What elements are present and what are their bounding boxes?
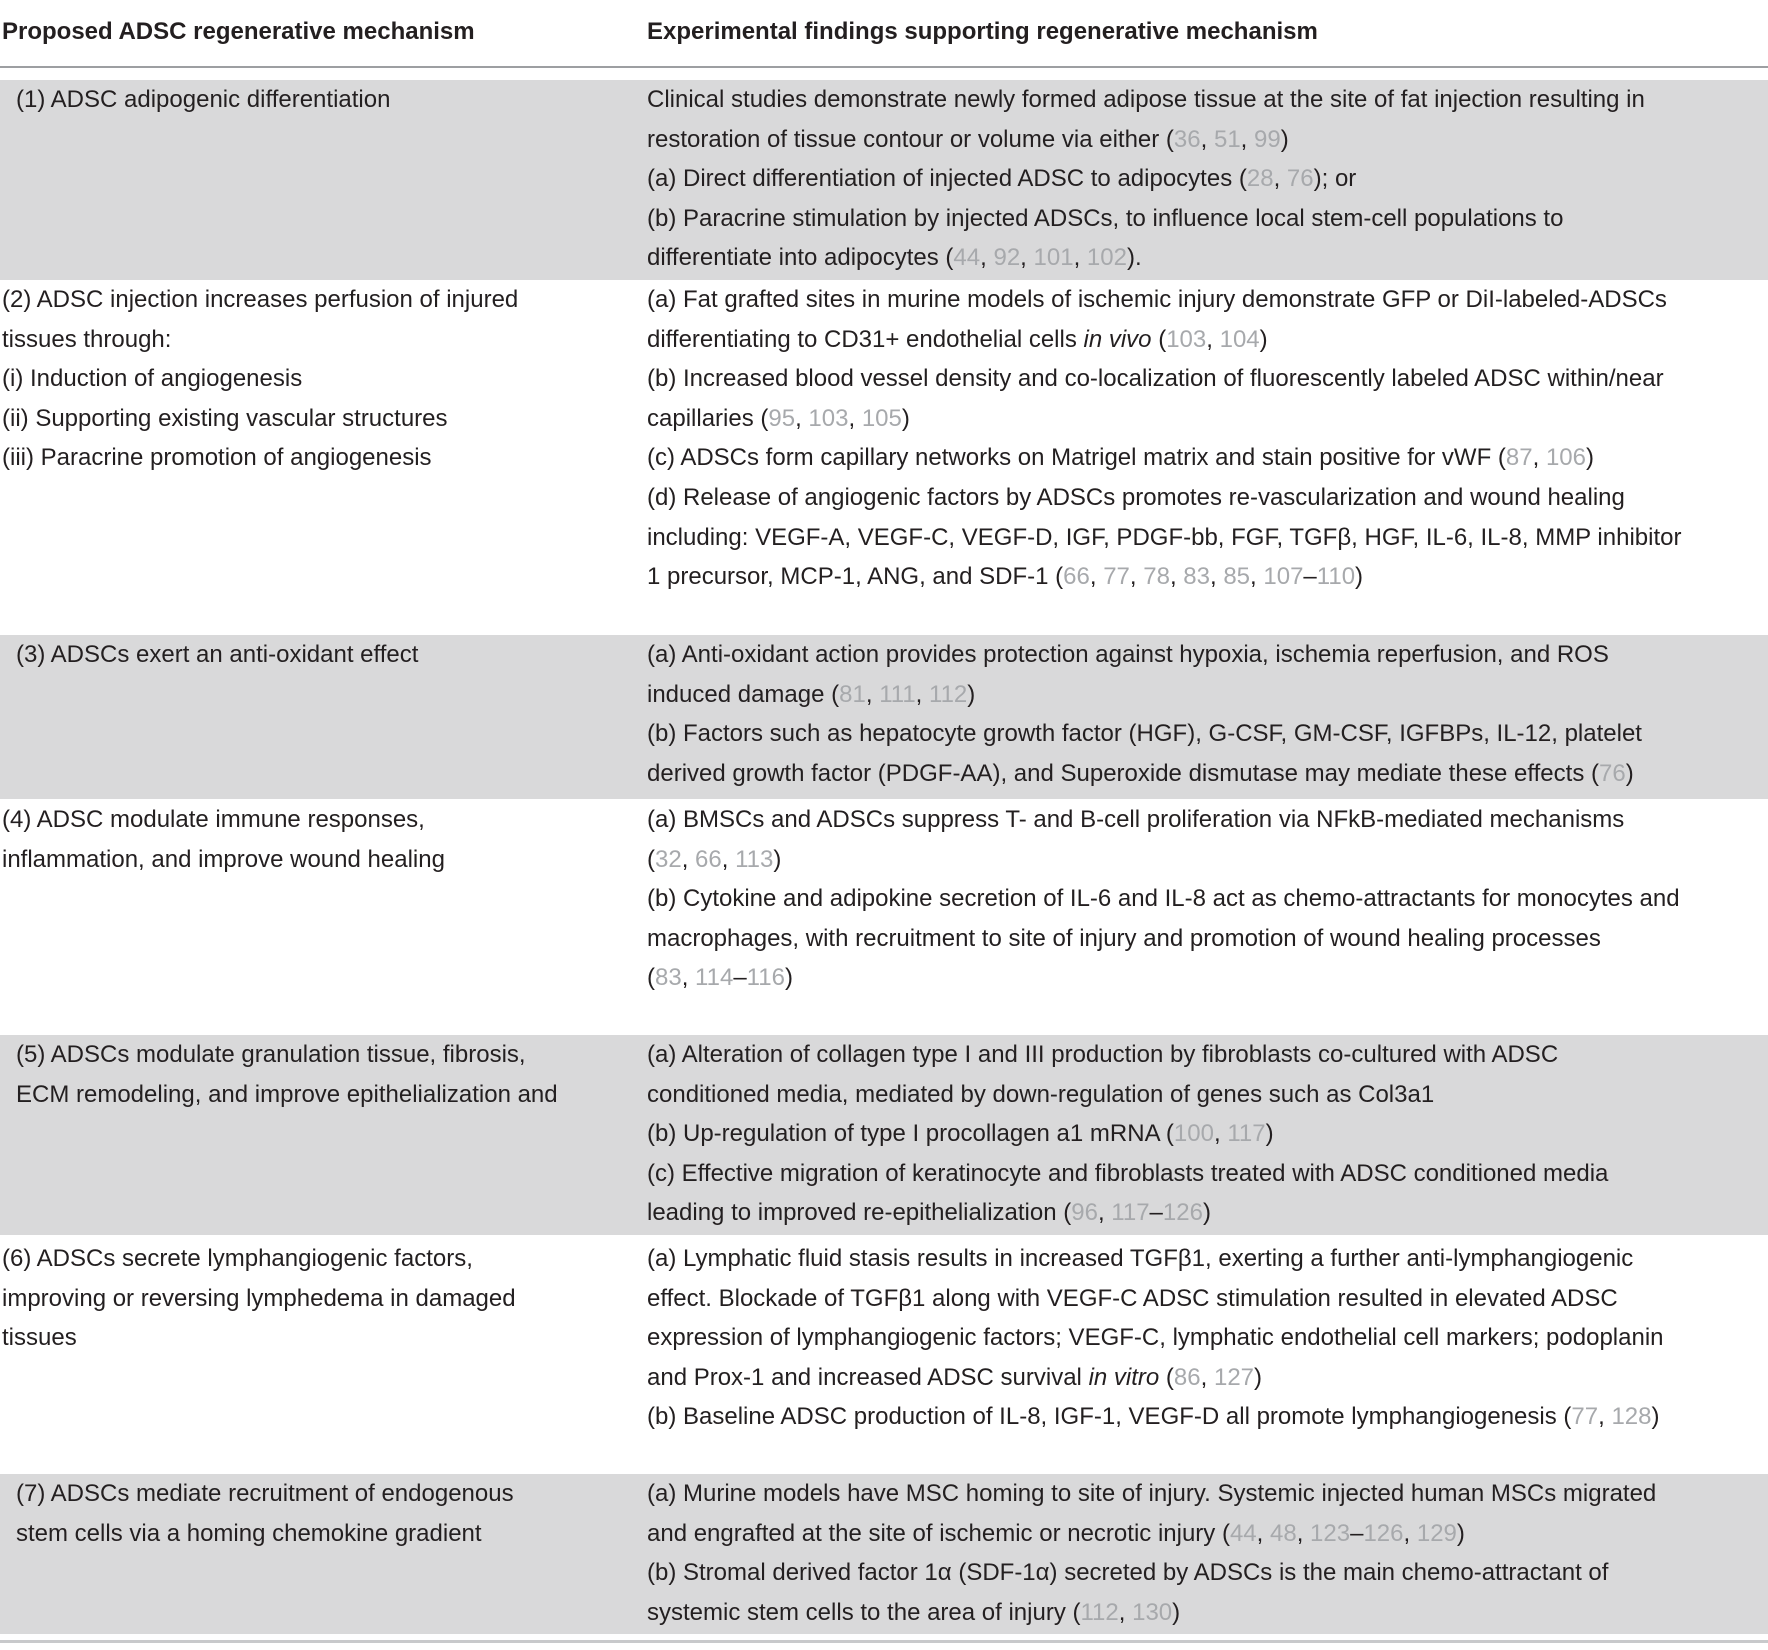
findings-text: , bbox=[1240, 125, 1255, 153]
findings-text: capillaries ( bbox=[647, 404, 769, 432]
findings-line bbox=[647, 714, 1765, 754]
findings-text: Clinical studies demonstrate newly formed adipose tissue at the site of fat injection resulting in bbox=[647, 86, 1645, 113]
findings-line bbox=[647, 1593, 1765, 1633]
findings-line bbox=[647, 478, 1765, 518]
reference-number: 81 bbox=[839, 680, 866, 708]
findings-text: and Prox-1 and increased ADSC survival bbox=[647, 1363, 1089, 1391]
bottom-rule bbox=[0, 1640, 1768, 1643]
reference-number: 103 bbox=[1166, 325, 1207, 353]
reference-number: 96 bbox=[1071, 1199, 1098, 1227]
findings-line bbox=[647, 1474, 1765, 1514]
reference-number: 127 bbox=[1213, 1363, 1255, 1391]
findings-text: (a) Alteration of collagen type I and III production by fibroblasts co-cultured with ADSC bbox=[647, 1041, 1559, 1068]
findings-text: , bbox=[865, 680, 880, 708]
reference-number: 112 bbox=[929, 680, 968, 708]
mechanism-line: tissues bbox=[2, 1324, 77, 1352]
findings-text: (b) Baseline ADSC production of IL-8, IGF-1, VEGF-D all promote lymphangiogenesis ( bbox=[647, 1403, 1572, 1431]
mechanism-cell bbox=[16, 635, 612, 675]
findings-text: (a) Lymphatic fluid stasis results in increased TGFβ1, exerting a further anti-lymphangiogenic bbox=[647, 1245, 1634, 1272]
findings-text: effect. Blockade of TGFβ1 along with VEGF-C ADSC stimulation resulted in elevated ADSC bbox=[647, 1284, 1618, 1312]
findings-line bbox=[647, 199, 1765, 239]
mechanism-line: (5) ADSCs modulate granulation tissue, fibrosis, bbox=[16, 1041, 526, 1068]
findings-text: ). bbox=[1126, 244, 1142, 272]
findings-text: (a) Murine models have MSC homing to site of injury. Systemic injected human MSCs migrated bbox=[647, 1480, 1657, 1507]
findings-text: , bbox=[1206, 325, 1220, 353]
findings-line bbox=[647, 1035, 1765, 1075]
findings-line bbox=[647, 800, 1765, 840]
mechanism-line: improving or reversing lymphedema in damaged bbox=[2, 1284, 516, 1312]
findings-line bbox=[647, 754, 1765, 794]
header-rule bbox=[0, 66, 1768, 68]
reference-number: 100 bbox=[1173, 1120, 1214, 1148]
findings-text: , bbox=[1213, 1120, 1228, 1148]
mechanism-cell bbox=[16, 1474, 612, 1553]
findings-line bbox=[647, 1397, 1765, 1437]
findings-text: (b) Increased blood vessel density and co-localization of fluorescently labeled ADSC within/near bbox=[647, 365, 1664, 393]
findings-text: expression of lymphangiogenic factors; VEGF-C, lymphatic endothelial cell markers; podoplanin bbox=[647, 1324, 1664, 1352]
findings-line bbox=[647, 919, 1765, 959]
mechanism-line: ECM remodeling, and improve epithelialization and bbox=[16, 1080, 558, 1108]
findings-cell bbox=[647, 280, 1765, 597]
mechanism-line: inflammation, and improve wound healing bbox=[2, 845, 445, 873]
findings-line bbox=[647, 159, 1765, 199]
findings-text: , bbox=[915, 680, 930, 708]
findings-text: , bbox=[1598, 1403, 1612, 1431]
reference-number: 105 bbox=[861, 404, 902, 432]
table-header bbox=[0, 0, 1768, 64]
findings-text: ( bbox=[1159, 1363, 1174, 1391]
findings-text: , bbox=[1403, 1519, 1417, 1547]
mechanism-line: (3) ADSCs exert an anti-oxidant effect bbox=[16, 641, 419, 668]
reference-number: 130 bbox=[1132, 1598, 1173, 1626]
findings-text: derived growth factor (PDGF-AA), and Superoxide dismutase may mediate these effects ( bbox=[647, 759, 1599, 787]
reference-number: 102 bbox=[1086, 244, 1127, 272]
findings-text: induced damage ( bbox=[647, 680, 840, 708]
findings-cell bbox=[647, 1035, 1765, 1233]
mechanism-line: tissues through: bbox=[2, 325, 172, 353]
findings-text: , bbox=[1089, 563, 1104, 591]
reference-number: 101 bbox=[1033, 244, 1074, 272]
reference-number: 76 bbox=[1598, 759, 1626, 787]
mechanism-line: (6) ADSCs secrete lymphangiogenic factors, bbox=[2, 1245, 473, 1272]
mechanism-cell bbox=[16, 80, 612, 120]
mechanism-line: stem cells via a homing chemokine gradient bbox=[16, 1519, 482, 1547]
table-row bbox=[0, 280, 1768, 631]
findings-text: ) bbox=[1172, 1598, 1181, 1626]
findings-line bbox=[647, 238, 1765, 278]
table-row bbox=[0, 80, 1768, 280]
mechanism-line: (iii) Paracrine promotion of angiogenesis bbox=[2, 444, 432, 472]
findings-line bbox=[647, 1114, 1765, 1154]
mechanism-line: (4) ADSC modulate immune responses, bbox=[2, 806, 425, 833]
findings-cell bbox=[647, 635, 1765, 793]
findings-line bbox=[647, 1193, 1765, 1233]
reference-number: 51 bbox=[1213, 125, 1241, 153]
table-row bbox=[0, 1474, 1768, 1634]
findings-text: ) bbox=[784, 964, 793, 992]
header-mechanism: Proposed ADSC regenerative mechanism bbox=[2, 18, 475, 45]
findings-line bbox=[647, 518, 1765, 558]
findings-text: and engrafted at the site of ischemic or necrotic injury ( bbox=[647, 1519, 1230, 1547]
findings-text: , bbox=[1169, 563, 1184, 591]
findings-text: , bbox=[1129, 563, 1144, 591]
findings-text: (a) Direct differentiation of injected ADSC to adipocytes ( bbox=[647, 165, 1247, 193]
findings-line bbox=[647, 399, 1765, 439]
findings-line bbox=[647, 1553, 1765, 1593]
findings-text: , bbox=[1097, 1199, 1112, 1227]
findings-line bbox=[647, 879, 1765, 919]
findings-text: , bbox=[1209, 563, 1224, 591]
table-row bbox=[0, 1239, 1768, 1472]
findings-text: , bbox=[1273, 165, 1287, 193]
findings-text: ) bbox=[1625, 759, 1634, 787]
mechanism-line: (ii) Supporting existing vascular structures bbox=[2, 404, 448, 432]
reference-number: 66 bbox=[1063, 563, 1090, 591]
mechanism-cell bbox=[2, 280, 612, 478]
findings-text: ) bbox=[1456, 1519, 1465, 1547]
mechanism-cell bbox=[2, 800, 612, 879]
findings-text: ( bbox=[647, 964, 655, 992]
findings-text: ) bbox=[1202, 1199, 1211, 1227]
findings-text: – bbox=[1303, 563, 1317, 591]
findings-text: , bbox=[681, 964, 696, 992]
reference-number: 87 bbox=[1505, 444, 1533, 472]
reference-number: 99 bbox=[1254, 125, 1281, 153]
mechanism-line: (7) ADSCs mediate recruitment of endogenous bbox=[16, 1480, 514, 1507]
mechanism-line: (1) ADSC adipogenic differentiation bbox=[16, 86, 391, 113]
findings-text: systemic stem cells to the area of injury ( bbox=[647, 1598, 1081, 1626]
findings-text: ) bbox=[773, 845, 782, 873]
table-row bbox=[0, 800, 1768, 1030]
findings-line bbox=[647, 120, 1765, 160]
findings-line bbox=[647, 840, 1765, 880]
findings-cell bbox=[647, 800, 1765, 998]
reference-number: 111 bbox=[879, 680, 916, 708]
reference-number: 103 bbox=[808, 404, 849, 432]
findings-line bbox=[647, 1154, 1765, 1194]
findings-text: , bbox=[681, 845, 696, 873]
findings-cell bbox=[647, 1239, 1765, 1437]
reference-number: 128 bbox=[1611, 1403, 1652, 1431]
findings-line bbox=[647, 1279, 1765, 1319]
table-row bbox=[0, 635, 1768, 799]
findings-text: (b) Factors such as hepatocyte growth factor (HGF), G-CSF, GM-CSF, IGFBPs, IL-12, platelet bbox=[647, 720, 1642, 748]
reference-number: 113 bbox=[735, 845, 774, 873]
findings-text: , bbox=[1020, 244, 1034, 272]
findings-text: – bbox=[1149, 1199, 1163, 1227]
findings-text: ( bbox=[1151, 325, 1167, 353]
reference-number: 117 bbox=[1111, 1199, 1150, 1227]
reference-number: 36 bbox=[1173, 125, 1201, 153]
reference-number: 86 bbox=[1173, 1363, 1201, 1391]
findings-line bbox=[647, 1358, 1765, 1398]
reference-number: 66 bbox=[695, 845, 722, 873]
findings-text: , bbox=[848, 404, 862, 432]
reference-number: 48 bbox=[1270, 1519, 1297, 1547]
findings-text: (b) Cytokine and adipokine secretion of IL-6 and IL-8 act as chemo-attractants for monocytes and bbox=[647, 885, 1680, 913]
findings-text: ) bbox=[1259, 325, 1268, 353]
findings-text: (b) Paracrine stimulation by injected ADSCs, to influence local stem-cell populations to bbox=[647, 204, 1564, 232]
findings-text: (a) Anti-oxidant action provides protection against hypoxia, ischemia reperfusion, and ROS bbox=[647, 641, 1609, 668]
findings-text: ) bbox=[1586, 444, 1594, 472]
reference-number: 83 bbox=[655, 964, 682, 992]
findings-text: (a) BMSCs and ADSCs suppress T- and B-cell proliferation via NFkB-mediated mechanisms bbox=[647, 806, 1625, 833]
findings-text: conditioned media, mediated by down-regulation of genes such as Col3a1 bbox=[647, 1080, 1435, 1108]
reference-number: 78 bbox=[1143, 563, 1170, 591]
mechanism-line: (2) ADSC injection increases perfusion of injured bbox=[2, 286, 519, 313]
findings-text: (b) Stromal derived factor 1α (SDF-1α) secreted by ADSCs is the main chemo-attractant of bbox=[647, 1559, 1609, 1587]
findings-text: (c) ADSCs form capillary networks on Matrigel matrix and stain positive for vWF ( bbox=[647, 444, 1506, 472]
findings-text: macrophages, with recruitment to site of injury and promotion of wound healing processes bbox=[647, 924, 1601, 952]
findings-text: restoration of tissue contour or volume via either ( bbox=[647, 125, 1174, 153]
findings-line bbox=[647, 1514, 1765, 1554]
findings-cell bbox=[647, 1474, 1765, 1632]
reference-number: 116 bbox=[746, 964, 785, 992]
reference-number: 77 bbox=[1103, 563, 1130, 591]
mechanism-cell bbox=[16, 1035, 612, 1114]
table-row bbox=[0, 1035, 1768, 1235]
findings-text: ); or bbox=[1313, 165, 1357, 193]
findings-text: , bbox=[1118, 1598, 1133, 1626]
reference-number: 92 bbox=[993, 244, 1021, 272]
findings-line bbox=[647, 80, 1765, 120]
findings-text: , bbox=[1200, 1363, 1214, 1391]
findings-text: – bbox=[733, 964, 747, 992]
reference-number: 32 bbox=[655, 845, 682, 873]
findings-line bbox=[647, 320, 1765, 360]
reference-number: 117 bbox=[1227, 1120, 1266, 1148]
reference-number: 126 bbox=[1363, 1519, 1404, 1547]
header-findings: Experimental findings supporting regenerative mechanism bbox=[647, 18, 1318, 45]
reference-number: 44 bbox=[953, 244, 981, 272]
reference-number: 28 bbox=[1246, 165, 1274, 193]
mechanism-line: (i) Induction of angiogenesis bbox=[2, 365, 303, 393]
reference-number: 85 bbox=[1223, 563, 1251, 591]
mechanism-cell bbox=[2, 1239, 612, 1358]
findings-text: , bbox=[795, 404, 809, 432]
reference-number: 110 bbox=[1316, 563, 1356, 591]
findings-text: , bbox=[1256, 1519, 1270, 1547]
reference-number: 112 bbox=[1080, 1598, 1119, 1626]
reference-number: 106 bbox=[1545, 444, 1586, 472]
reference-number: 129 bbox=[1416, 1519, 1457, 1547]
findings-text: , bbox=[721, 845, 736, 873]
findings-text: leading to improved re-epithelialization ( bbox=[647, 1199, 1072, 1227]
reference-number: 95 bbox=[768, 404, 796, 432]
reference-number: 76 bbox=[1286, 165, 1314, 193]
findings-line bbox=[647, 1318, 1765, 1358]
findings-text: (d) Release of angiogenic factors by ADSCs promotes re-vascularization and wound healing bbox=[647, 483, 1625, 511]
findings-line bbox=[647, 958, 1765, 998]
findings-text: ( bbox=[647, 845, 655, 873]
reference-number: 123 bbox=[1310, 1519, 1351, 1547]
findings-line bbox=[647, 438, 1765, 478]
findings-text: differentiating to CD31+ endothelial cells bbox=[647, 325, 1084, 353]
reference-number: 107 bbox=[1263, 563, 1304, 591]
findings-line bbox=[647, 359, 1765, 399]
findings-text: (c) Effective migration of keratinocyte and fibroblasts treated with ADSC conditioned media bbox=[647, 1159, 1609, 1187]
reference-number: 83 bbox=[1183, 563, 1210, 591]
findings-text: including: VEGF-A, VEGF-C, VEGF-D, IGF, PDGF-bb, FGF, TGFβ, HGF, IL-6, IL-8, MMP inhibitor bbox=[647, 523, 1682, 551]
findings-text: ) bbox=[1265, 1120, 1274, 1148]
reference-number: 104 bbox=[1219, 325, 1260, 353]
findings-text: ) bbox=[1651, 1403, 1660, 1431]
findings-text: ) bbox=[1254, 1363, 1263, 1391]
findings-text: ) bbox=[901, 404, 910, 432]
reference-number: 77 bbox=[1571, 1403, 1599, 1431]
findings-text: , bbox=[1296, 1519, 1311, 1547]
findings-text: ) bbox=[1280, 125, 1289, 153]
findings-text: , bbox=[1200, 125, 1214, 153]
findings-line bbox=[647, 280, 1765, 320]
reference-number: 114 bbox=[695, 964, 734, 992]
findings-text: 1 precursor, MCP-1, ANG, and SDF-1 ( bbox=[647, 563, 1064, 591]
italic-text: in vivo bbox=[1083, 325, 1152, 353]
findings-text: – bbox=[1350, 1519, 1364, 1547]
reference-number: 44 bbox=[1229, 1519, 1257, 1547]
findings-text: , bbox=[1250, 563, 1264, 591]
findings-text: differentiate into adipocytes ( bbox=[647, 244, 954, 272]
findings-text: , bbox=[1073, 244, 1087, 272]
findings-line bbox=[647, 635, 1765, 675]
italic-text: in vitro bbox=[1088, 1363, 1160, 1391]
findings-line bbox=[647, 1075, 1765, 1115]
findings-line bbox=[647, 557, 1765, 597]
findings-text: (a) Fat grafted sites in murine models of ischemic injury demonstrate GFP or DiI-labeled-ADSCs bbox=[647, 286, 1667, 313]
findings-text: (b) Up-regulation of type I procollagen a1 mRNA ( bbox=[647, 1120, 1174, 1148]
reference-number: 126 bbox=[1162, 1199, 1203, 1227]
findings-cell bbox=[647, 80, 1765, 278]
findings-text: , bbox=[1532, 444, 1546, 472]
findings-text: , bbox=[980, 244, 994, 272]
findings-text: ) bbox=[1355, 563, 1364, 591]
findings-line bbox=[647, 1239, 1765, 1279]
findings-text: ) bbox=[967, 680, 976, 708]
findings-line bbox=[647, 675, 1765, 715]
